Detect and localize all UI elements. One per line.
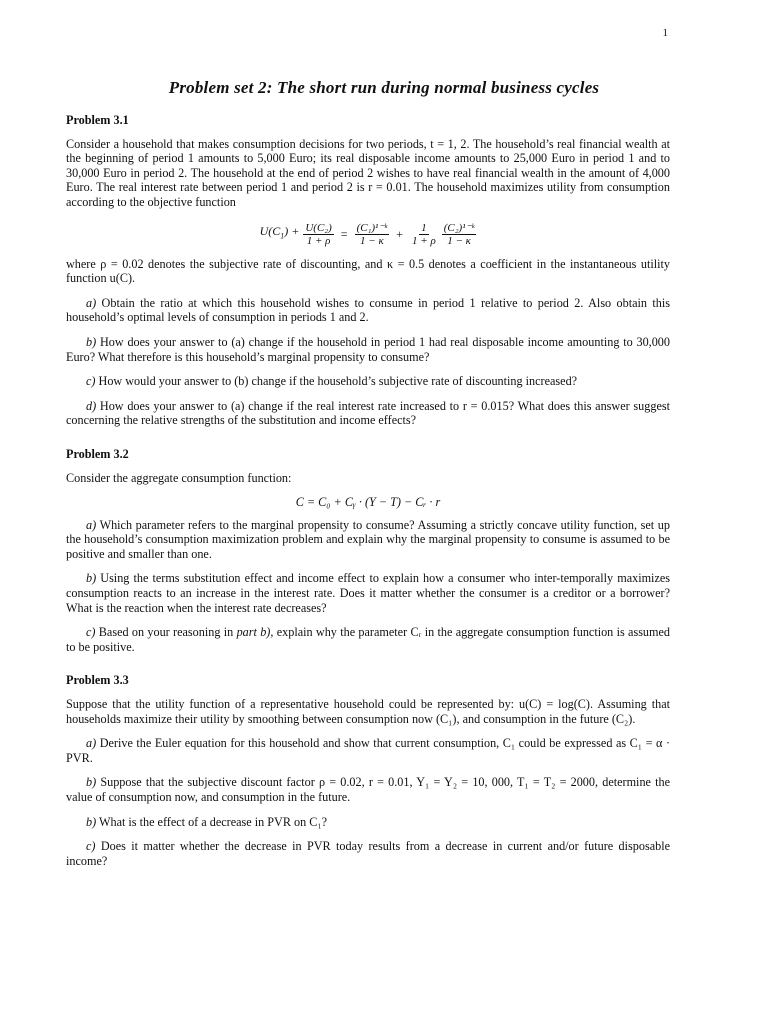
- formula-fraction: $\frac{\text{(C₂)¹⁻ᵏ}}{1 - \kappa}$: [443, 221, 475, 247]
- formula-plus: +: [396, 226, 404, 241]
- problem-heading: Problem 3.2: [66, 446, 129, 461]
- problem-3-1: [66, 113, 670, 428]
- formula-fraction: $\frac{\text{U(C₂)}}{1 + \rho}$: [305, 221, 332, 247]
- problem-3-2: [66, 447, 670, 655]
- question-part: a) Derive the Euler equation for this household and show that current consumption, C₁ could be expressed as C₁ = α · PVR.: [66, 736, 670, 765]
- document-body: [66, 113, 670, 878]
- question-part: c) Does it matter whether the decrease in PVR today results from a decrease in current and/or future disposable income?: [66, 839, 670, 868]
- problem-heading: Problem 3.3: [66, 673, 129, 688]
- question-part: a) Which parameter refers to the marginal propensity to consume? Assuming a strictly concave utility function, set up the household’s consumption maximization problem and explain why the marginal propensity to consume is assumed to be positive and smaller than one.: [66, 517, 670, 561]
- document-title: Problem set 2: The short run during normal business cycles: [168, 78, 600, 97]
- problem-heading: Problem 3.1: [66, 113, 129, 127]
- question-part: b) What is the effect of a decrease in PVR on C₁?: [86, 814, 328, 829]
- formula-explanation: where ρ = 0.02 denotes the subjective rate of discounting, and κ = 0.5 denotes a coefficient in the instantaneous utility function u(C).: [66, 256, 670, 286]
- utility-formula: [66, 222, 670, 247]
- question-part: d) How does your answer to (a) change if the real interest rate increased to r = 0.015? What does this answer suggest concerning the relative strengths of the substitution and income effects?: [66, 398, 670, 428]
- consumption-formula: C = C₀ + Cᵧ · (Y − T) − Cᵣ · r: [295, 495, 441, 510]
- question-part: b) How does your answer to (a) change if the household in period 1 had real disposable income amounting to 30,000 Euro? What therefore is this household’s marginal propensity to consume?: [66, 334, 670, 364]
- page-number: 1: [662, 27, 668, 39]
- problem-3-3: [66, 673, 670, 868]
- question-part: c) How would your answer to (b) change if the household’s subjective rate of discounting increased?: [86, 374, 578, 389]
- question-part: b) Using the terms substitution effect and income effect to explain how a consumer who inter-temporally maximizes consumption reacts to an increase in the interest rate. Does it matter whether the consumer is a creditor or a borrower? What is the reaction when the interest rate decreases?: [66, 571, 671, 615]
- problem-intro: Suppose that the utility function of a representative household could be represented by: u(C) = log(C). Assuming that households maximize their utility by smoothing between consumption now (C₁), and consumption in the future (C₂).: [66, 697, 670, 726]
- question-part: a) Obtain the ratio at which this household wishes to consume in period 1 relative to period 2. Also obtain this household’s optimal levels of consumption in periods 1 and 2.: [66, 295, 670, 325]
- formula-fraction: $\frac{1}{1 + \rho}$: [412, 221, 436, 247]
- question-part: c) Based on your reasoning in part b), explain why the parameter Cᵣ in the aggregate consumption function is assumed to be positive.: [66, 625, 671, 654]
- question-part: b) Suppose that the subjective discount factor ρ = 0.02, r = 0.01, Y₁ = Y₂ = 10, 000, T₁ = T₂ = 2000, determine the value of consumption now, and consumption in the future.: [66, 775, 671, 804]
- problem-intro: Consider the aggregate consumption function:: [66, 470, 292, 485]
- formula-lhs: $U(C_1)$ +: [259, 224, 300, 241]
- problem-intro: Consider a household that makes consumption decisions for two periods, t = 1, 2. The household’s real financial wealth at the beginning of period 1 amounts to 5,000 Euro; its real disposable income amounts to 25,000 Euro in period 1 and to 30,000 Euro in period 2. The household at the end of period 2 wishes to have real financial wealth in the amount of 4,000 Euro. The real interest rate between period 1 and period 2 is r = 0.01. The household maximizes utility from consumption according to the objective function: [66, 136, 670, 209]
- formula-equals: =: [340, 226, 348, 241]
- formula-fraction: $\frac{\text{(C₁)¹⁻ᵏ}}{1 - \kappa}$: [356, 221, 388, 247]
